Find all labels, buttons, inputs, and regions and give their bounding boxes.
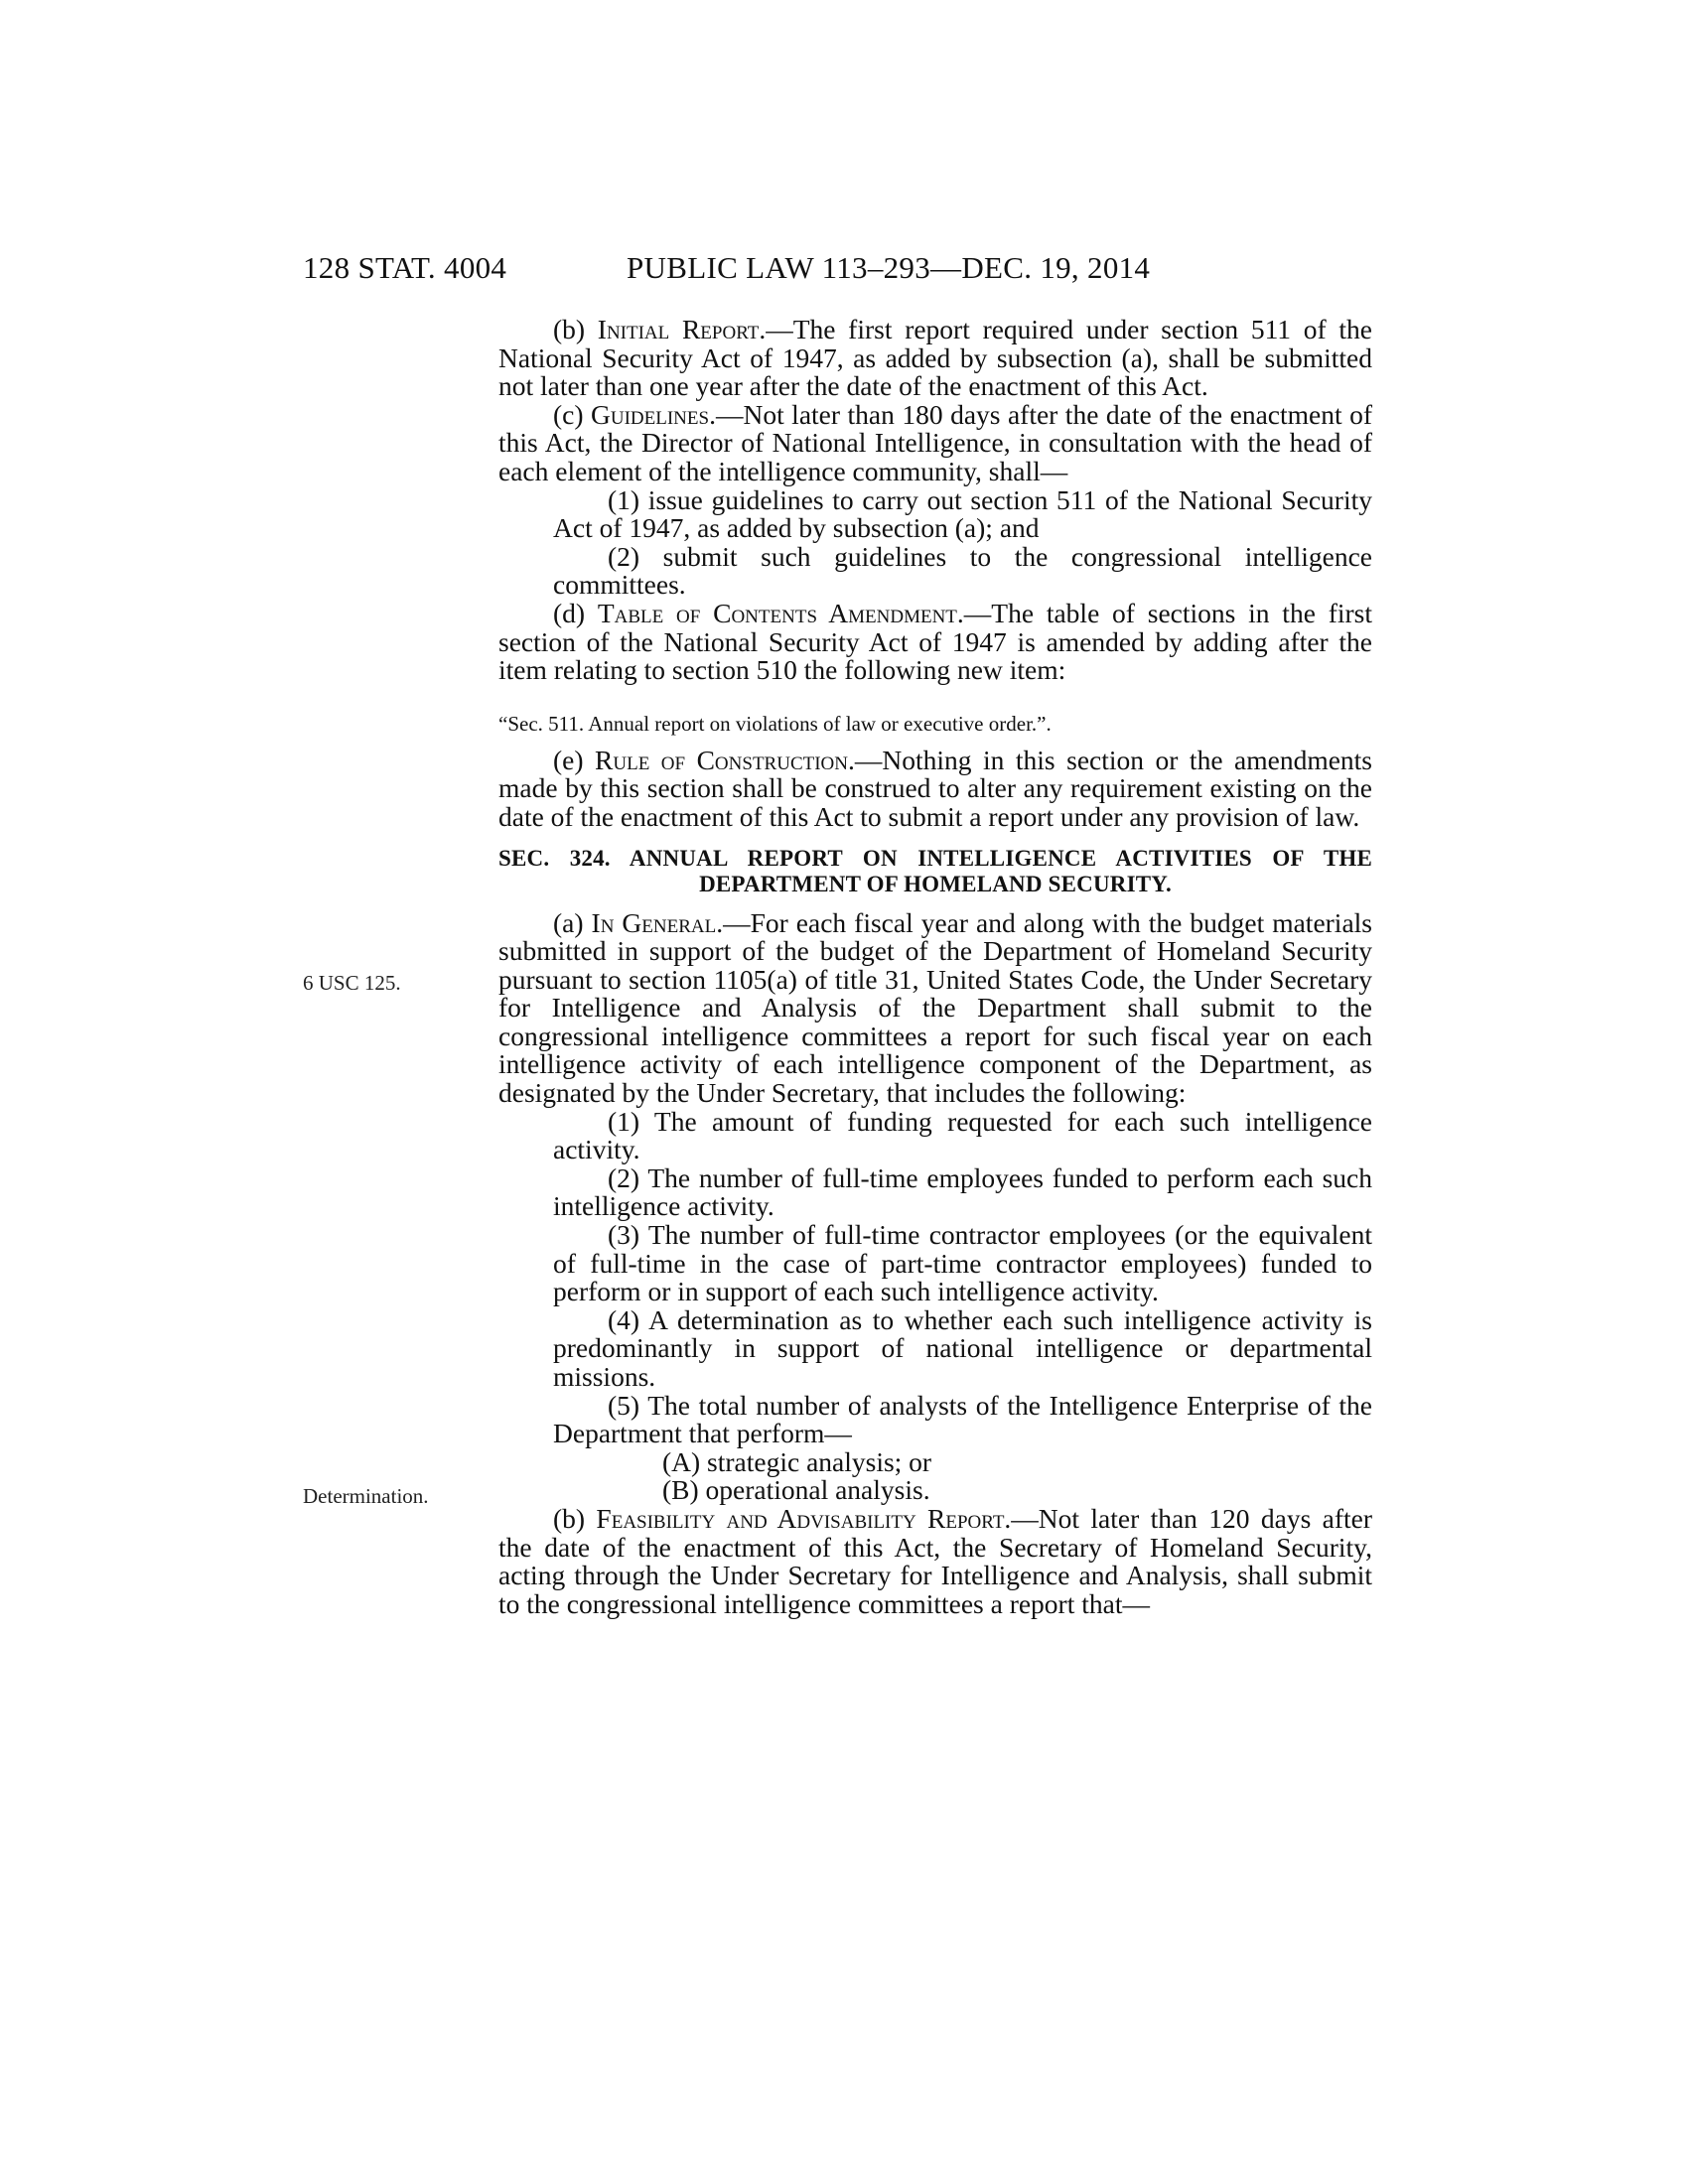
paragraph-a4: (4) A determination as to whether each such intelligence activity is predominantly in support of national intelligence or departmental missions. xyxy=(553,1303,1372,1392)
paragraph-a5: (5) The total number of analysts of the Intelligence Enterprise of the Department that perform— xyxy=(553,1389,1372,1449)
section-324-heading: SEC. 324. ANNUAL REPORT ON INTELLIGENCE ACTIVITIES OF THE DEPARTMENT OF HOMELAND SECURITY. xyxy=(498,845,1372,896)
heading-in-general: In General. xyxy=(591,906,724,938)
margin-note-usc: 6 USC 125. xyxy=(303,971,401,995)
paragraph-e-rule-of-construction: (e) Rule of Construction.—Nothing in this section or the amendments made by this section shall be construed to alter any requirement existing on the date of the enactment of this Act to submit a report under any provision of law. xyxy=(498,744,1373,832)
paragraph-a5-A: (A) strategic analysis; or xyxy=(662,1445,932,1477)
paragraph-b-initial-report: (b) Initial Report.—The first report required under section 511 of the National Security Act of 1947, as added by subsection (a), shall be submitted not later than one year after the date of the enactment of this Act. xyxy=(498,314,1372,402)
paragraph-a1: (1) The amount of funding requested for each such intelligence activity. xyxy=(553,1105,1372,1165)
heading-guidelines: Guidelines. xyxy=(591,398,716,430)
paragraph-a3: (3) The number of full-time contractor employees (or the equivalent of full-time in the case of part-time contractor employees) funded to perform or in support of each such intelligence activity. xyxy=(553,1219,1372,1307)
paragraph-c1: (1) issue guidelines to carry out section 511 of the National Security Act of 1947, as added by subsection (a); and xyxy=(553,483,1372,544)
heading-rule-of-construction: Rule of Construction. xyxy=(595,744,855,775)
heading-initial-report: Initial Report. xyxy=(597,314,767,344)
statute-page-number: 128 STAT. 4004 xyxy=(303,250,507,285)
paragraph-c-guidelines: (c) Guidelines.—Not later than 180 days after the date of the enactment of this Act, the Director of National Intelligence, in consultation with the head of each element of the intelligence community, shall— xyxy=(498,398,1372,486)
paragraph-a-in-general: (a) In General.—For each fiscal year and along with the budget materials submitted in support of the budget of the Department of Homeland Security pursuant to section 1105(a) of title 31, United States Code, the Under Secretary for Intelligence and Analysis of the Department shall submit to the congressional intelligence committees a report for such fiscal year on each intelligence activity of each intelligence component of the Department, as designated by the Under Secretary, that includes the following: xyxy=(498,906,1372,1109)
public-law-title: PUBLIC LAW 113–293—DEC. 19, 2014 xyxy=(627,250,1151,285)
paragraph-a5-B: (B) operational analysis. xyxy=(662,1474,930,1506)
paragraph-c2: (2) submit such guidelines to the congressional intelligence committees. xyxy=(553,540,1372,601)
margin-note-determination: Determination. xyxy=(303,1484,429,1508)
document-body xyxy=(498,316,1372,1618)
heading-feasibility-report: Feasibility and Advisability Report. xyxy=(596,1502,1012,1534)
paragraph-a2: (2) The number of full-time employees funded to perform each such intelligence activity. xyxy=(553,1161,1372,1222)
heading-toc-amendment: Table of Contents Amendment. xyxy=(597,597,964,628)
paragraph-b-feasibility-report: (b) Feasibility and Advisability Report.—Not later than 120 days after the date of the enactment of this Act, the Secretary of Homeland Security, acting through the Under Secretary for Intelligence and Analysis, shall submit to the congressional intelligence committees a report that— xyxy=(498,1502,1372,1619)
page-header xyxy=(303,250,1375,294)
paragraph-d-toc-amendment: (d) Table of Contents Amendment.—The table of sections in the first section of the National Security Act of 1947 is amended by adding after the item relating to section 510 the following new item: xyxy=(498,597,1372,686)
toc-new-item: “Sec. 511. Annual report on violations of law or executive order.”. xyxy=(498,711,1052,736)
